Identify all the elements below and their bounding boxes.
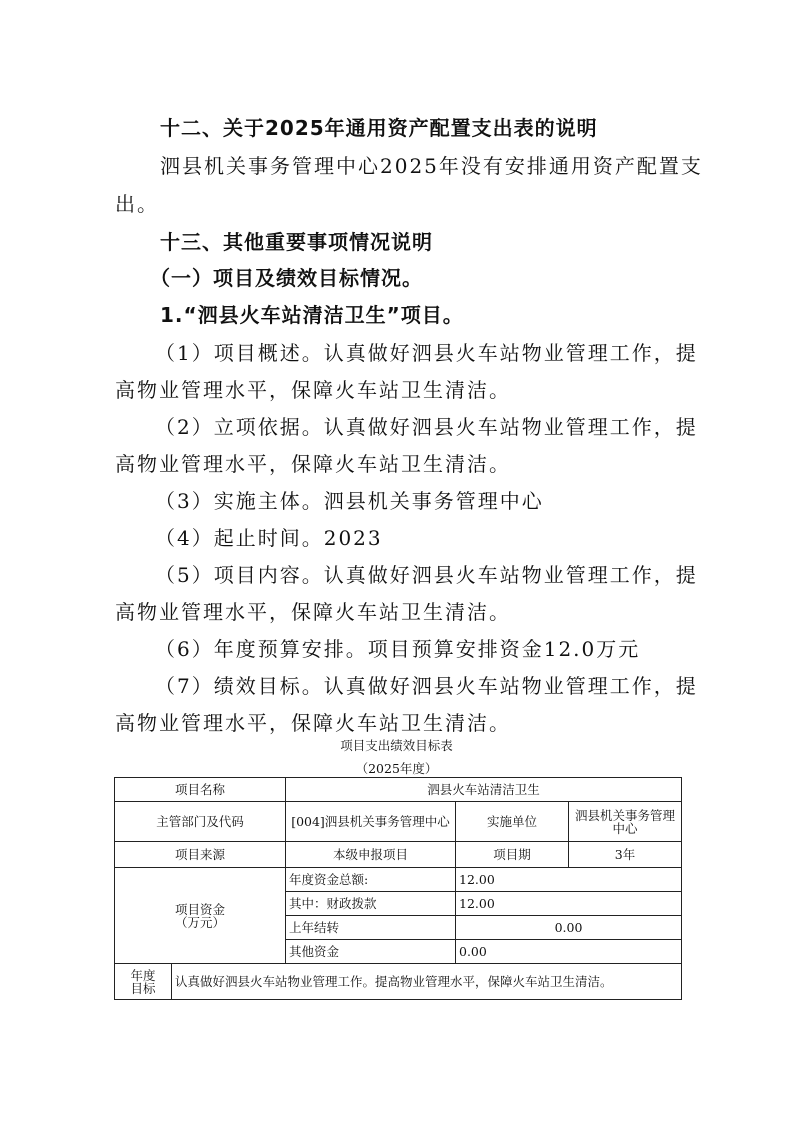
section12-body-line1: 泗县机关事务管理中心2025年没有安排通用资产配置支 <box>160 154 703 178</box>
section12-heading: 十二、关于2025年通用资产配置支出表的说明 <box>160 116 598 140</box>
table-row <box>115 842 682 868</box>
other-value: 0.00 <box>456 940 682 964</box>
dept-value: [004]泗县机关事务管理中心 <box>286 802 456 842</box>
unit-value: 泗县机关事务管理中心 <box>569 802 682 842</box>
annual-total-label: 年度资金总额: <box>286 868 456 892</box>
goal-value: 认真做好泗县火车站物业管理工作。提高物业管理水平，保障火车站卫生清洁。 <box>172 964 682 1000</box>
table-year: （2025年度） <box>355 761 438 776</box>
goal-line2: 高物业管理水平，保障火车站卫生清洁。 <box>115 711 511 735</box>
goal-label-line1: 年度 <box>130 967 156 983</box>
source-label: 项目来源 <box>115 842 286 868</box>
overview-line2: 高物业管理水平，保障火车站卫生清洁。 <box>115 378 511 402</box>
section12-body-line2: 出。 <box>115 192 159 216</box>
content-line2: 高物业管理水平，保障火车站卫生清洁。 <box>115 600 511 624</box>
basis-line1: （2）立项依据。认真做好泗县火车站物业管理工作，提 <box>155 415 698 439</box>
fiscal-label: 其中：财政拨款 <box>286 892 456 916</box>
table-title: 项目支出绩效目标表 <box>340 738 453 753</box>
section13-subheading: （一）项目及绩效目标情况。 <box>150 266 423 290</box>
fiscal-value: 12.00 <box>456 892 682 916</box>
funds-label-line2: （万元） <box>174 914 225 930</box>
period-value: 3年 <box>569 842 682 868</box>
period-label: 项目期 <box>456 842 569 868</box>
table-row <box>115 778 682 802</box>
section13-heading: 十三、其他重要事项情况说明 <box>160 230 433 254</box>
goal-label-line2: 目标 <box>130 980 156 996</box>
overview-line1: （1）项目概述。认真做好泗县火车站物业管理工作，提 <box>155 341 698 365</box>
funds-label-line1: 项目资金 <box>174 901 225 917</box>
other-label: 其他资金 <box>286 940 456 964</box>
table-row <box>115 868 682 892</box>
dept-label: 主管部门及代码 <box>115 802 286 842</box>
budget-line: （6）年度预算安排。项目预算安排资金12.0万元 <box>155 637 641 661</box>
basis-line2: 高物业管理水平，保障火车站卫生清洁。 <box>115 452 511 476</box>
period-line: （4）起止时间。2023 <box>155 526 383 550</box>
performance-goal-table <box>114 777 682 1000</box>
goal-label <box>115 964 172 1000</box>
implementer-line: （3）实施主体。泗县机关事务管理中心 <box>155 489 544 513</box>
annual-total-value: 12.00 <box>456 868 682 892</box>
project-name-value: 泗县火车站清洁卫生 <box>286 778 682 802</box>
funds-label <box>115 868 286 964</box>
content-line1: （5）项目内容。认真做好泗县火车站物业管理工作，提 <box>155 563 698 587</box>
carryover-value: 0.00 <box>456 916 682 940</box>
project-item-heading: 1.“泗县火车站清洁卫生”项目。 <box>160 303 464 327</box>
source-value: 本级申报项目 <box>286 842 456 868</box>
table-row <box>115 964 682 1000</box>
carryover-label: 上年结转 <box>286 916 456 940</box>
table-row <box>115 802 682 842</box>
unit-label: 实施单位 <box>456 802 569 842</box>
goal-line1: （7）绩效目标。认真做好泗县火车站物业管理工作，提 <box>155 674 698 698</box>
project-name-label: 项目名称 <box>115 778 286 802</box>
